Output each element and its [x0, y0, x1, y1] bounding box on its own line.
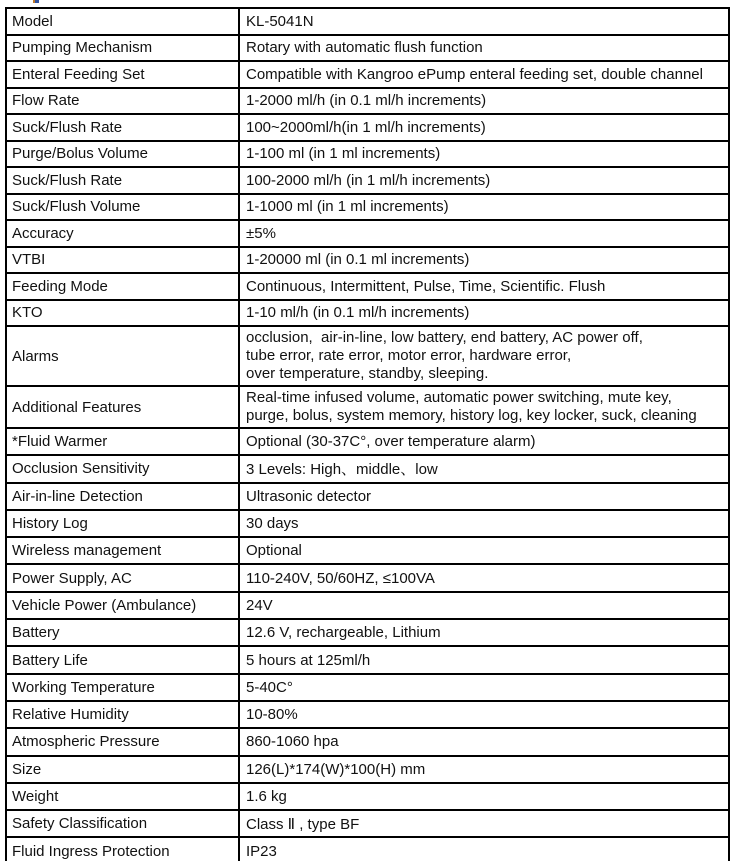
spec-value — [239, 386, 729, 428]
spec-label: Alarms — [6, 326, 239, 386]
spec-label: Battery Life — [6, 646, 239, 673]
spec-value: 5 hours at 125ml/h — [239, 646, 729, 673]
spec-row — [6, 141, 729, 168]
spec-row — [6, 592, 729, 619]
spec-label: Power Supply, AC — [6, 564, 239, 591]
spec-label: Accuracy — [6, 220, 239, 247]
spec-value: 126(L)*174(W)*100(H) mm — [239, 756, 729, 783]
spec-value-line: Real-time infused volume, automatic power switching, mute key, — [246, 389, 672, 406]
artifact-blue-fragment — [35, 0, 39, 3]
spec-label: Safety Classification — [6, 810, 239, 837]
spec-value: 1-1000 ml (in 1 ml increments) — [239, 194, 729, 221]
spec-label: Additional Features — [6, 386, 239, 428]
spec-value: Continuous, Intermittent, Pulse, Time, Scientific. Flush — [239, 273, 729, 300]
spec-row — [6, 300, 729, 327]
spec-value-line: occlusion, air-in-line, low battery, end battery, AC power off, — [246, 329, 643, 346]
spec-row — [6, 35, 729, 62]
spec-label: Occlusion Sensitivity — [6, 455, 239, 482]
spec-label: Atmospheric Pressure — [6, 728, 239, 755]
spec-label: *Fluid Warmer — [6, 428, 239, 455]
spec-label: Suck/Flush Rate — [6, 114, 239, 141]
spec-row — [6, 483, 729, 510]
spec-value: IP23 — [239, 837, 729, 861]
spec-table-body — [6, 8, 729, 861]
spec-label: Feeding Mode — [6, 273, 239, 300]
spec-label: Working Temperature — [6, 674, 239, 701]
spec-label: Model — [6, 8, 239, 35]
spec-label: History Log — [6, 510, 239, 537]
spec-label: Fluid Ingress Protection — [6, 837, 239, 861]
spec-row — [6, 428, 729, 455]
spec-label: Weight — [6, 783, 239, 810]
spec-value: 5-40C° — [239, 674, 729, 701]
spec-row — [6, 455, 729, 482]
spec-label: Purge/Bolus Volume — [6, 141, 239, 168]
spec-value: 1-2000 ml/h (in 0.1 ml/h increments) — [239, 88, 729, 115]
spec-value: 12.6 V, rechargeable, Lithium — [239, 619, 729, 646]
spec-value: Class Ⅱ , type BF — [239, 810, 729, 837]
spec-row — [6, 756, 729, 783]
spec-value: 100~2000ml/h(in 1 ml/h increments) — [239, 114, 729, 141]
spec-label: KTO — [6, 300, 239, 327]
spec-value: 1-10 ml/h (in 0.1 ml/h increments) — [239, 300, 729, 327]
spec-label: Relative Humidity — [6, 701, 239, 728]
spec-value: Ultrasonic detector — [239, 483, 729, 510]
spec-value: Compatible with Kangroo ePump enteral feeding set, double channel — [239, 61, 729, 88]
spec-row — [6, 247, 729, 274]
spec-label: VTBI — [6, 247, 239, 274]
spec-row — [6, 810, 729, 837]
spec-row — [6, 837, 729, 861]
spec-row — [6, 728, 729, 755]
spec-value: 110-240V, 50/60HZ, ≤100VA — [239, 564, 729, 591]
spec-value: 100-2000 ml/h (in 1 ml/h increments) — [239, 167, 729, 194]
spec-row — [6, 326, 729, 386]
spec-value-line: purge, bolus, system memory, history log, key locker, suck, cleaning — [246, 407, 697, 424]
spec-value: 860-1060 hpa — [239, 728, 729, 755]
spec-value-line: tube error, rate error, motor error, hardware error, — [246, 347, 572, 364]
spec-label: Battery — [6, 619, 239, 646]
spec-value-line: over temperature, standby, sleeping. — [246, 365, 489, 382]
spec-row — [6, 194, 729, 221]
spec-row — [6, 220, 729, 247]
spec-row — [6, 510, 729, 537]
spec-table — [5, 7, 730, 861]
spec-row — [6, 114, 729, 141]
spec-row — [6, 619, 729, 646]
spec-label: Vehicle Power (Ambulance) — [6, 592, 239, 619]
spec-value — [239, 326, 729, 386]
spec-value: 30 days — [239, 510, 729, 537]
spec-value: 1-20000 ml (in 0.1 ml increments) — [239, 247, 729, 274]
spec-row — [6, 167, 729, 194]
cropped-title-artifact — [33, 0, 39, 3]
spec-row — [6, 674, 729, 701]
spec-label: Size — [6, 756, 239, 783]
spec-value: 24V — [239, 592, 729, 619]
spec-value: 1-100 ml (in 1 ml increments) — [239, 141, 729, 168]
spec-row — [6, 783, 729, 810]
spec-row — [6, 701, 729, 728]
spec-label: Pumping Mechanism — [6, 35, 239, 62]
spec-value: 10-80% — [239, 701, 729, 728]
spec-row — [6, 386, 729, 428]
spec-row — [6, 273, 729, 300]
spec-row — [6, 564, 729, 591]
spec-label: Wireless management — [6, 537, 239, 564]
spec-label: Suck/Flush Rate — [6, 167, 239, 194]
spec-value: 3 Levels: High、middle、low — [239, 455, 729, 482]
spec-row — [6, 537, 729, 564]
spec-value: 1.6 kg — [239, 783, 729, 810]
spec-label: Flow Rate — [6, 88, 239, 115]
spec-label: Air-in-line Detection — [6, 483, 239, 510]
spec-value: KL-5041N — [239, 8, 729, 35]
spec-row — [6, 8, 729, 35]
spec-value: Optional (30-37C°, over temperature alarm) — [239, 428, 729, 455]
spec-value: Optional — [239, 537, 729, 564]
spec-row — [6, 61, 729, 88]
spec-row — [6, 88, 729, 115]
spec-label: Enteral Feeding Set — [6, 61, 239, 88]
spec-row — [6, 646, 729, 673]
spec-label: Suck/Flush Volume — [6, 194, 239, 221]
spec-value: ±5% — [239, 220, 729, 247]
spec-value: Rotary with automatic flush function — [239, 35, 729, 62]
